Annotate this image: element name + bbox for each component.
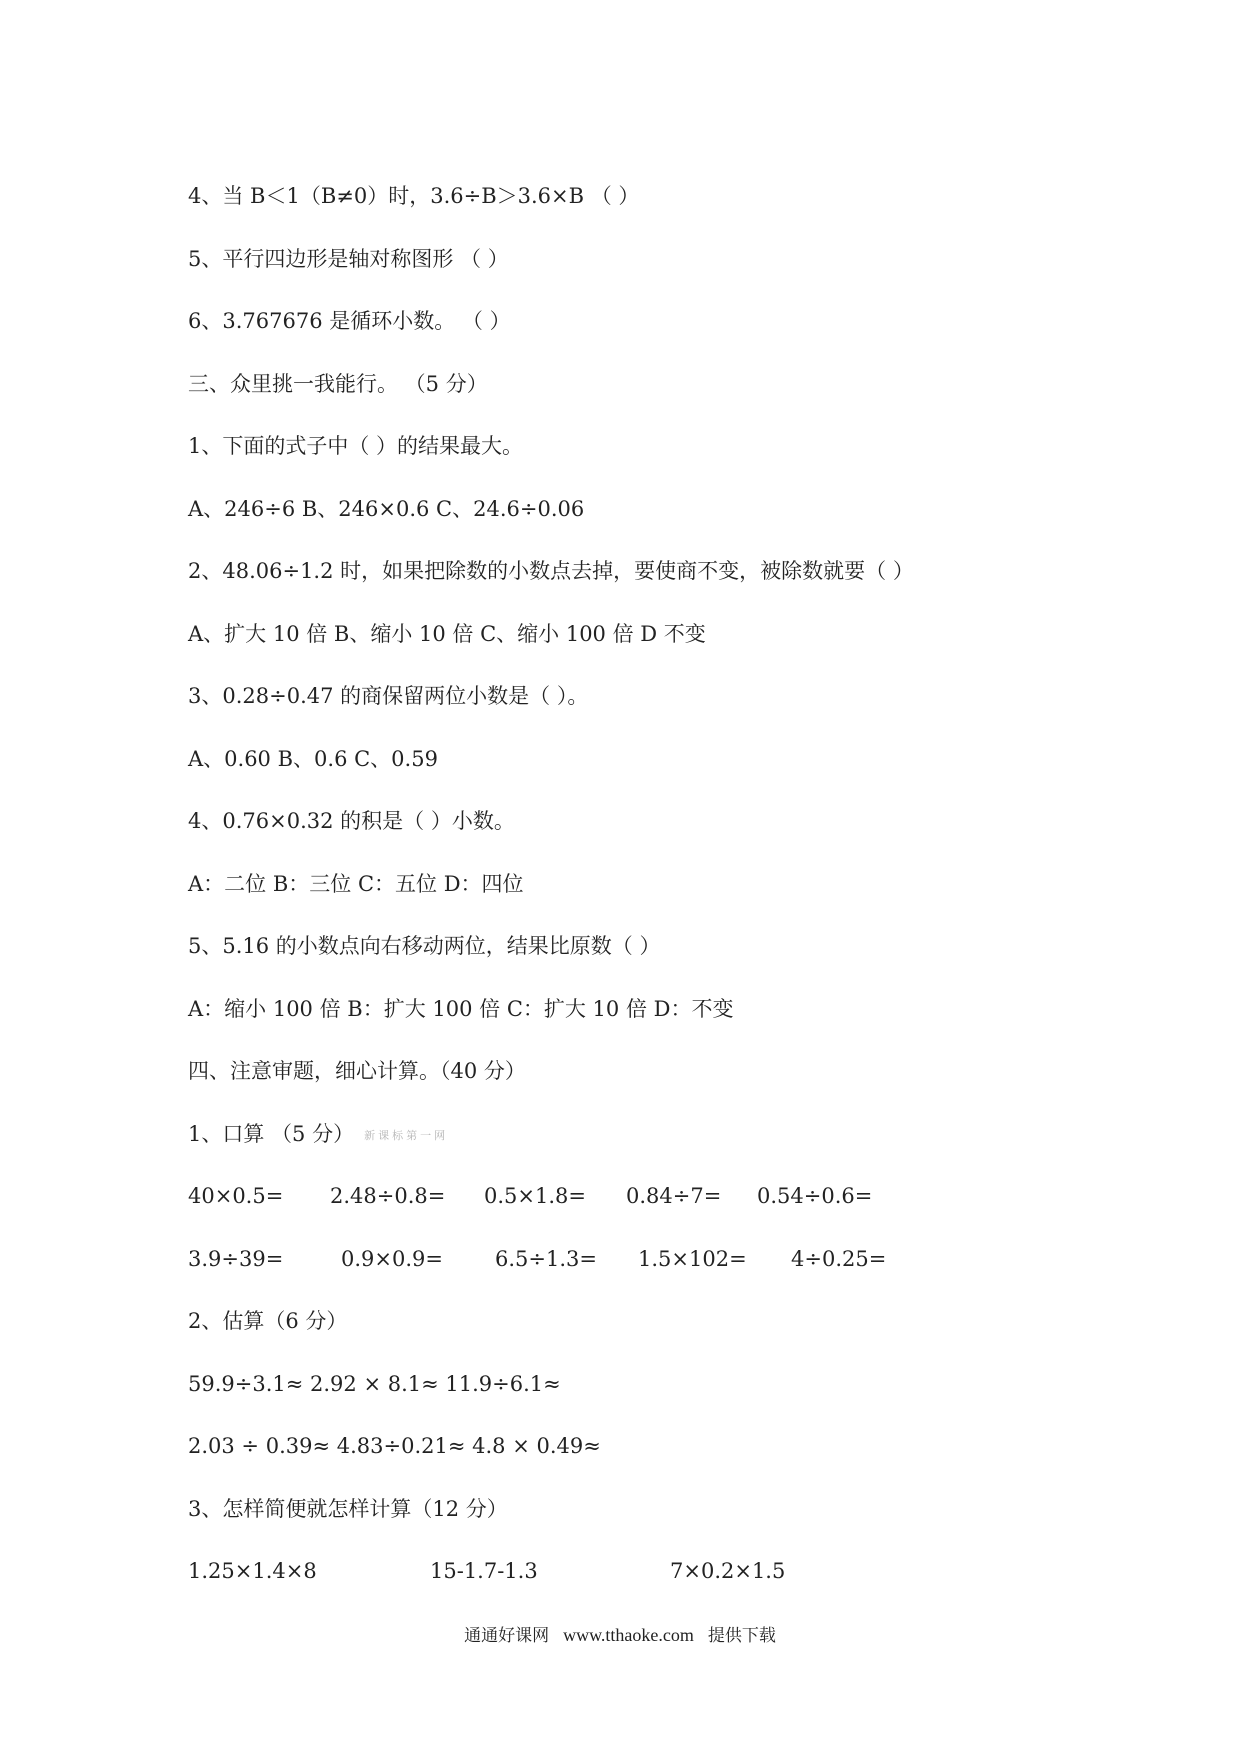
footer-site-name: 通通好课网 <box>464 1626 550 1646</box>
choice-question-3-options: A、0.60 B、0.6 C、0.59 <box>188 747 438 771</box>
estimation-heading: 2、估算（6 分） <box>188 1309 348 1333</box>
choice-question-5-options: A：缩小 100 倍 B：扩大 100 倍 C：扩大 10 倍 D：不变 <box>188 997 734 1021</box>
simplify-item: 7×0.2×1.5 <box>670 1559 786 1583</box>
estimation-row-1: 59.9÷3.1≈ 2.92 × 8.1≈ 11.9÷6.1≈ <box>188 1372 561 1396</box>
true-false-item-4: 4、当 B＜1（B≠0）时，3.6÷B＞3.6×B （ ） <box>188 184 640 208</box>
choice-question-1-options: A、246÷6 B、246×0.6 C、24.6÷0.06 <box>188 497 585 521</box>
footer-suffix: 提供下载 <box>707 1626 776 1646</box>
simplify-item: 1.25×1.4×8 <box>188 1559 317 1583</box>
choice-question-1: 1、下面的式子中（ ）的结果最大。 <box>188 434 524 458</box>
simplify-item: 15-1.7-1.3 <box>430 1559 538 1583</box>
choice-question-5: 5、5.16 的小数点向右移动两位，结果比原数（ ） <box>188 934 661 958</box>
page-footer <box>0 1621 1240 1646</box>
choice-question-4-options: A：二位 B：三位 C：五位 D：四位 <box>188 872 524 896</box>
oral-calc-item: 1.5×102= <box>638 1247 747 1271</box>
oral-calc-item: 3.9÷39= <box>188 1247 284 1271</box>
simplify-heading: 3、怎样简便就怎样计算（12 分） <box>188 1497 508 1521</box>
choice-question-3: 3、0.28÷0.47 的商保留两位小数是（ ）。 <box>188 684 589 708</box>
oral-calc-item: 40×0.5= <box>188 1184 284 1208</box>
estimation-row-2: 2.03 ÷ 0.39≈ 4.83÷0.21≈ 4.8 × 0.49≈ <box>188 1434 601 1458</box>
footer-url[interactable]: www.tthaoke.com <box>563 1625 694 1645</box>
oral-calc-title: 1、口算 （5 分） <box>188 1122 355 1146</box>
choice-question-2-options: A、扩大 10 倍 B、缩小 10 倍 C、缩小 100 倍 D 不变 <box>188 622 706 646</box>
watermark-text: 新课标第一网 <box>364 1128 449 1142</box>
oral-calc-heading <box>188 1120 448 1150</box>
oral-calc-item: 6.5÷1.3= <box>495 1247 597 1271</box>
oral-calc-item: 2.48÷0.8= <box>330 1184 446 1208</box>
choice-question-2: 2、48.06÷1.2 时，如果把除数的小数点去掉，要使商不变，被除数就要（ ） <box>188 559 914 583</box>
oral-calc-item: 0.9×0.9= <box>341 1247 443 1271</box>
true-false-item-5: 5、平行四边形是轴对称图形 （ ） <box>188 247 509 271</box>
oral-calc-item: 4÷0.25= <box>791 1247 887 1271</box>
oral-calc-item: 0.5×1.8= <box>484 1184 586 1208</box>
section-3-heading: 三、众里挑一我能行。 （5 分） <box>188 372 488 396</box>
section-4-heading: 四、注意审题，细心计算。（40 分） <box>188 1059 526 1083</box>
choice-question-4: 4、0.76×0.32 的积是（ ）小数。 <box>188 809 515 833</box>
oral-calc-item: 0.54÷0.6= <box>757 1184 873 1208</box>
oral-calc-item: 0.84÷7= <box>626 1184 722 1208</box>
true-false-item-6: 6、3.767676 是循环小数。 （ ） <box>188 309 511 333</box>
